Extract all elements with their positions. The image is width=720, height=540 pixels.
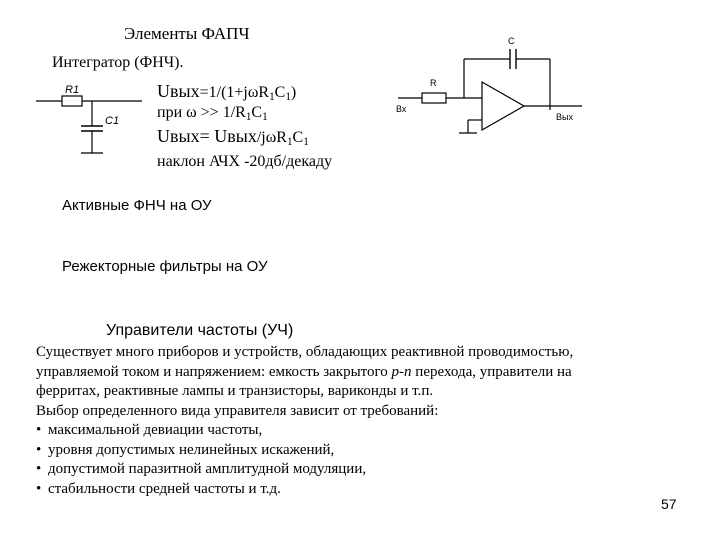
paragraph-line: Существует много приборов и устройств, обладающих реактивной проводимостью, [36,344,574,360]
list-item: • допустимой паразитной амплитудной модуляции, [36,460,706,480]
c-label: C [508,36,515,46]
paragraph-line: Выбор определенного вида управителя зависит от требований: [36,402,439,419]
c1-label: C1 [105,115,120,127]
integrator-heading: Интегратор (ФНЧ). [52,54,184,71]
list-item: • стабильности средней частоты и т.д. [36,480,706,500]
rc-integrator-diagram [30,80,145,160]
r1-label: R1 [65,84,80,96]
r-label: R [430,78,437,88]
formula-slope: наклон АЧХ -20дб/декаду [157,153,333,170]
input-label: Вх [396,104,407,114]
formula-transfer: $Uвых=1/(1+j\omega R_1C_1)$ [157,81,297,103]
output-label: Вых [556,112,573,122]
resistor-r [422,93,446,103]
opamp-integrator-diagram [392,32,592,142]
active-lpf-heading: Активные ФНЧ на ОУ [62,197,212,214]
notch-filters-heading: Режекторные фильтры на ОУ [62,258,268,275]
list-item: • максимальной девиации частоты, [36,421,706,441]
resistor-r1 [62,96,82,106]
paragraph-line: управляемой током и напряжением: емкость закрытого р-n перехода, управители на [36,363,572,380]
controllers-text [36,343,706,499]
formula-condition: при $\omega >> 1/R_1C_1$ [157,104,268,123]
list-item: • уровня допустимых нелинейных искажений, [36,441,706,461]
controllers-heading: Управители частоты (УЧ) [106,322,294,339]
formula-integral: Uвых= Uвых/$j\omega R_1C_1$ [157,126,309,148]
paragraph-line: ферритах, реактивные лампы и транзисторы, вариконды и т.п. [36,383,434,399]
page-title: Элементы ФАПЧ [124,24,250,43]
page-number: 57 [661,496,677,512]
opamp-triangle [482,82,524,130]
